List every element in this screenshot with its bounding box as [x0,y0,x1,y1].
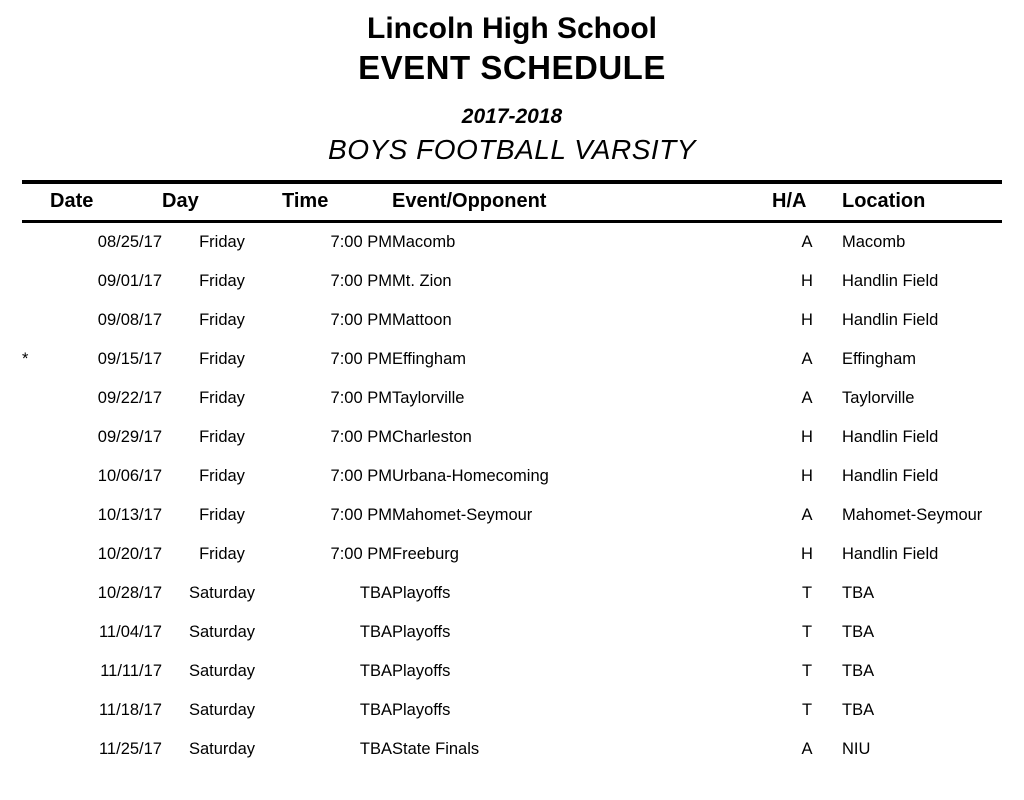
cell-time: TBA [359,740,392,758]
column-header-event: Event/Opponent [392,182,772,222]
cell-date: 09/22/17 [97,389,162,407]
table-row [22,379,1002,418]
cell-location: Effingham [842,350,916,368]
season-label: 2017-2018 [461,105,563,128]
row-marker [22,613,50,652]
cell-day: Friday [199,506,245,524]
table-row [22,457,1002,496]
cell-date: 10/13/17 [97,506,162,524]
column-header-location: Location [842,182,1002,222]
document-header [0,0,1024,168]
table-row [22,418,1002,457]
column-header-ha: H/A [772,182,842,222]
cell-time: 7:00 PM [330,389,392,407]
cell-event: Playoffs [392,623,451,641]
column-header-date: Date [50,182,162,222]
cell-date: 08/25/17 [97,233,162,251]
schedule-table-body [22,222,1002,770]
cell-ha: H [801,428,813,446]
cell-time: TBA [359,584,392,602]
cell-day: Friday [199,467,245,485]
cell-location: Handlin Field [842,311,939,329]
cell-location: Macomb [842,233,906,251]
cell-day: Saturday [188,662,256,680]
cell-date: 10/06/17 [97,467,162,485]
cell-ha: H [801,467,813,485]
schedule-table [22,180,1002,769]
cell-date: 09/01/17 [97,272,162,290]
cell-date: 10/28/17 [97,584,162,602]
cell-time: 7:00 PM [330,506,392,524]
column-header-day: Day [162,182,282,222]
cell-date: 11/04/17 [98,623,162,641]
cell-day: Friday [199,272,245,290]
row-marker [22,222,50,263]
table-row [22,535,1002,574]
table-row [22,691,1002,730]
table-row [22,730,1002,769]
table-row [22,613,1002,652]
column-header-star [22,182,50,222]
cell-event: Macomb [392,233,456,251]
cell-date: 11/25/17 [98,740,162,758]
table-row [22,222,1002,263]
cell-location: Taylorville [842,389,915,407]
cell-time: 7:00 PM [330,311,392,329]
cell-day: Saturday [188,584,256,602]
school-name: Lincoln High School [367,12,657,45]
cell-ha: H [801,545,813,563]
cell-location: Handlin Field [842,428,939,446]
cell-time: 7:00 PM [330,350,392,368]
cell-date: 09/29/17 [97,428,162,446]
cell-event: Playoffs [392,662,451,680]
cell-time: 7:00 PM [330,467,392,485]
cell-location: Mahomet-Seymour [842,506,983,524]
cell-time: TBA [359,662,392,680]
cell-ha: T [801,623,813,641]
cell-date: 11/18/17 [98,701,162,719]
row-marker: * [22,350,29,368]
cell-time: TBA [359,701,392,719]
cell-ha: T [801,701,813,719]
table-row [22,652,1002,691]
cell-ha: T [801,584,813,602]
cell-day: Friday [199,233,245,251]
row-marker [22,262,50,301]
row-marker [22,301,50,340]
row-marker [22,496,50,535]
row-marker [22,574,50,613]
cell-event: Mahomet-Seymour [392,506,533,524]
cell-ha: A [801,389,813,407]
table-row [22,574,1002,613]
table-row [22,301,1002,340]
cell-ha: H [801,311,813,329]
row-marker [22,535,50,574]
cell-event: State Finals [392,740,480,758]
table-header-row [22,182,1002,222]
cell-event: Charleston [392,428,472,446]
cell-event: Mattoon [392,311,452,329]
cell-location: TBA [842,623,875,641]
cell-event: Effingham [392,350,466,368]
cell-location: NIU [842,740,871,758]
row-marker [22,691,50,730]
cell-time: TBA [359,623,392,641]
cell-location: Handlin Field [842,272,939,290]
cell-event: Taylorville [392,389,465,407]
row-marker [22,730,50,769]
cell-ha: A [801,506,813,524]
cell-date: 09/15/17 [97,350,162,368]
cell-day: Friday [199,428,245,446]
row-marker [22,379,50,418]
column-header-time: Time [282,182,392,222]
cell-event: Playoffs [392,584,451,602]
table-row [22,496,1002,535]
cell-location: Handlin Field [842,467,939,485]
cell-ha: A [801,350,813,368]
cell-event: Playoffs [392,701,451,719]
cell-day: Saturday [188,740,256,758]
cell-day: Friday [199,311,245,329]
cell-day: Friday [199,389,245,407]
schedule-table-wrapper [22,180,1002,769]
cell-event: Mt. Zion [392,272,452,290]
cell-day: Friday [199,545,245,563]
row-marker [22,652,50,691]
cell-time: 7:00 PM [330,545,392,563]
cell-time: 7:00 PM [330,233,392,251]
cell-date: 09/08/17 [97,311,162,329]
cell-location: TBA [842,584,875,602]
cell-ha: T [801,662,813,680]
cell-date: 11/11/17 [100,662,162,680]
page-title: EVENT SCHEDULE [358,49,666,86]
cell-ha: A [801,233,813,251]
team-label: BOYS FOOTBALL VARSITY [328,134,696,165]
row-marker [22,418,50,457]
cell-location: Handlin Field [842,545,939,563]
row-marker [22,457,50,496]
cell-location: TBA [842,662,875,680]
cell-time: 7:00 PM [330,428,392,446]
cell-ha: A [801,740,813,758]
cell-day: Saturday [188,623,256,641]
cell-event: Freeburg [392,545,459,563]
table-row [22,262,1002,301]
cell-event: Urbana-Homecoming [392,467,549,485]
table-row [22,340,1002,379]
cell-day: Saturday [188,701,256,719]
cell-ha: H [801,272,813,290]
cell-location: TBA [842,701,875,719]
cell-date: 10/20/17 [97,545,162,563]
cell-day: Friday [199,350,245,368]
cell-time: 7:00 PM [330,272,392,290]
